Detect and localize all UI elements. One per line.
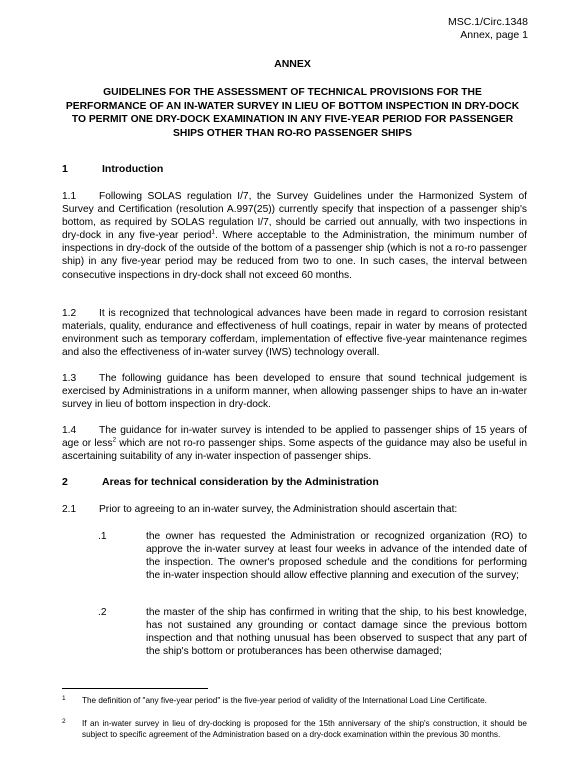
paragraph-2-1 bbox=[62, 503, 527, 516]
list-item-1 bbox=[62, 530, 527, 582]
annex-label: ANNEX bbox=[274, 58, 311, 70]
paragraph-text-cont: . Where acceptable to the Administration, the minimum number of inspections in dry-dock of the outside of the bottom of a passenger ship (which is not a ro-ro passenger ship) in any five-year period may be reduced from two to one. In such cases, the interval between consecutive inspections in dry-dock shall not exceed 60 months. bbox=[62, 230, 527, 281]
footnote-mark: 2 bbox=[62, 718, 66, 725]
document-reference: MSC.1/Circ.1348 bbox=[448, 16, 528, 28]
section-title: Areas for technical consideration by the Administration bbox=[102, 476, 379, 488]
paragraph-number: 1.4 bbox=[62, 425, 77, 436]
section-number: 2 bbox=[62, 476, 68, 488]
paragraph-text: Prior to agreeing to an in-water survey, the Administration should ascertain that: bbox=[99, 504, 458, 515]
section-title: Introduction bbox=[102, 163, 164, 175]
footnote-text: The definition of "any five-year period" is the five-year period of validity of the International Load Line Certificate. bbox=[82, 696, 487, 705]
paragraph-number: 1.2 bbox=[62, 308, 77, 319]
footnote-mark: 1 bbox=[62, 695, 66, 702]
footnote-text: If an in-water survey in lieu of dry-docking is proposed for the 15th anniversary of the ship's construction, it should be subject to specific agreement of the Administration based on a dry-dock examination within the previous 30 months. bbox=[82, 719, 527, 739]
paragraph-text-cont: which are not ro-ro passenger ships. Some aspects of the guidance may also be useful in ascertaining suitability of any in-water inspection of passenger ships. bbox=[62, 438, 527, 463]
paragraph-text: It is recognized that technological advances have been made in regard to corrosion resistant materials, quality, endurance and effectiveness of hull coatings, repair in water by means of protected environment such as temporary cofferdam, implementation of effective five-year maintenance regimes and also the effectiveness of in-water survey (IWS) technology overall. bbox=[62, 308, 527, 359]
paragraph-text: Following SOLAS regulation I/7, the Survey Guidelines under the Harmonized System of Survey and Certification (resolution A.997(25)) currently specify that inspection of a passenger ship's bottom, as required by SOLAS regulation I/7, should be carried out annually, with two inspections in dry-dock in any five-year period bbox=[62, 191, 527, 242]
paragraph-number: 2.1 bbox=[62, 504, 77, 515]
list-item-text: the owner has requested the Administration or recognized organization (RO) to approve the in-water survey at least four weeks in advance of the intended date of the inspection. The owner's proposed schedule and the conditions for performing the in-water inspection should allow effective planning and execution of the survey; bbox=[146, 531, 527, 582]
list-item-2 bbox=[62, 606, 527, 658]
paragraph-1-3 bbox=[62, 372, 527, 411]
footnote-2 bbox=[62, 718, 527, 740]
paragraph-1-4 bbox=[62, 424, 527, 463]
section-number: 1 bbox=[62, 163, 68, 175]
paragraph-text: The guidance for in-water survey is intended to be applied to passenger ships of 15 years of age or less bbox=[62, 425, 527, 450]
paragraph-number: 1.3 bbox=[62, 373, 77, 384]
paragraph-1-2 bbox=[62, 307, 527, 359]
paragraph-number: 1.1 bbox=[62, 191, 77, 202]
list-item-text: the master of the ship has confirmed in writing that the ship, to his best knowledge, has not sustained any grounding or contact damage since the previous bottom inspection and that nothing unusual has been observed to suspect that any part of the ship's bottom or protuberances has been otherwise damaged; bbox=[146, 607, 527, 658]
paragraph-1-1 bbox=[62, 190, 527, 282]
page-number: Annex, page 1 bbox=[460, 29, 528, 41]
section-2-heading bbox=[62, 476, 379, 488]
section-1-heading bbox=[62, 163, 163, 175]
footnote-ref[interactable]: 1 bbox=[211, 228, 216, 236]
list-item-label: .1 bbox=[98, 531, 107, 542]
footnote-divider bbox=[62, 688, 208, 689]
paragraph-text: The following guidance has been developed to ensure that sound technical judgement is exercised by Administrations in a uniform manner, when allowing passenger ships to have an in-water survey in lieu of bottom inspection in dry-dock. bbox=[62, 373, 527, 411]
footnote-ref[interactable]: 2 bbox=[112, 436, 117, 444]
document-title: GUIDELINES FOR THE ASSESSMENT OF TECHNICAL PROVISIONS FOR THE PERFORMANCE OF AN IN-WATER SURVEY IN LIEU OF BOTTOM INSPECTION IN DRY-DOCK TO PERMIT ONE DRY-DOCK EXAMINATION IN ANY FIVE-YEAR PERIOD FOR PASSENGER SHIPS OTHER THAN RO-RO PASSENGER SHIPS bbox=[65, 87, 520, 139]
list-item-label: .2 bbox=[98, 607, 107, 618]
footnote-1 bbox=[62, 695, 527, 706]
page-header bbox=[448, 16, 528, 42]
